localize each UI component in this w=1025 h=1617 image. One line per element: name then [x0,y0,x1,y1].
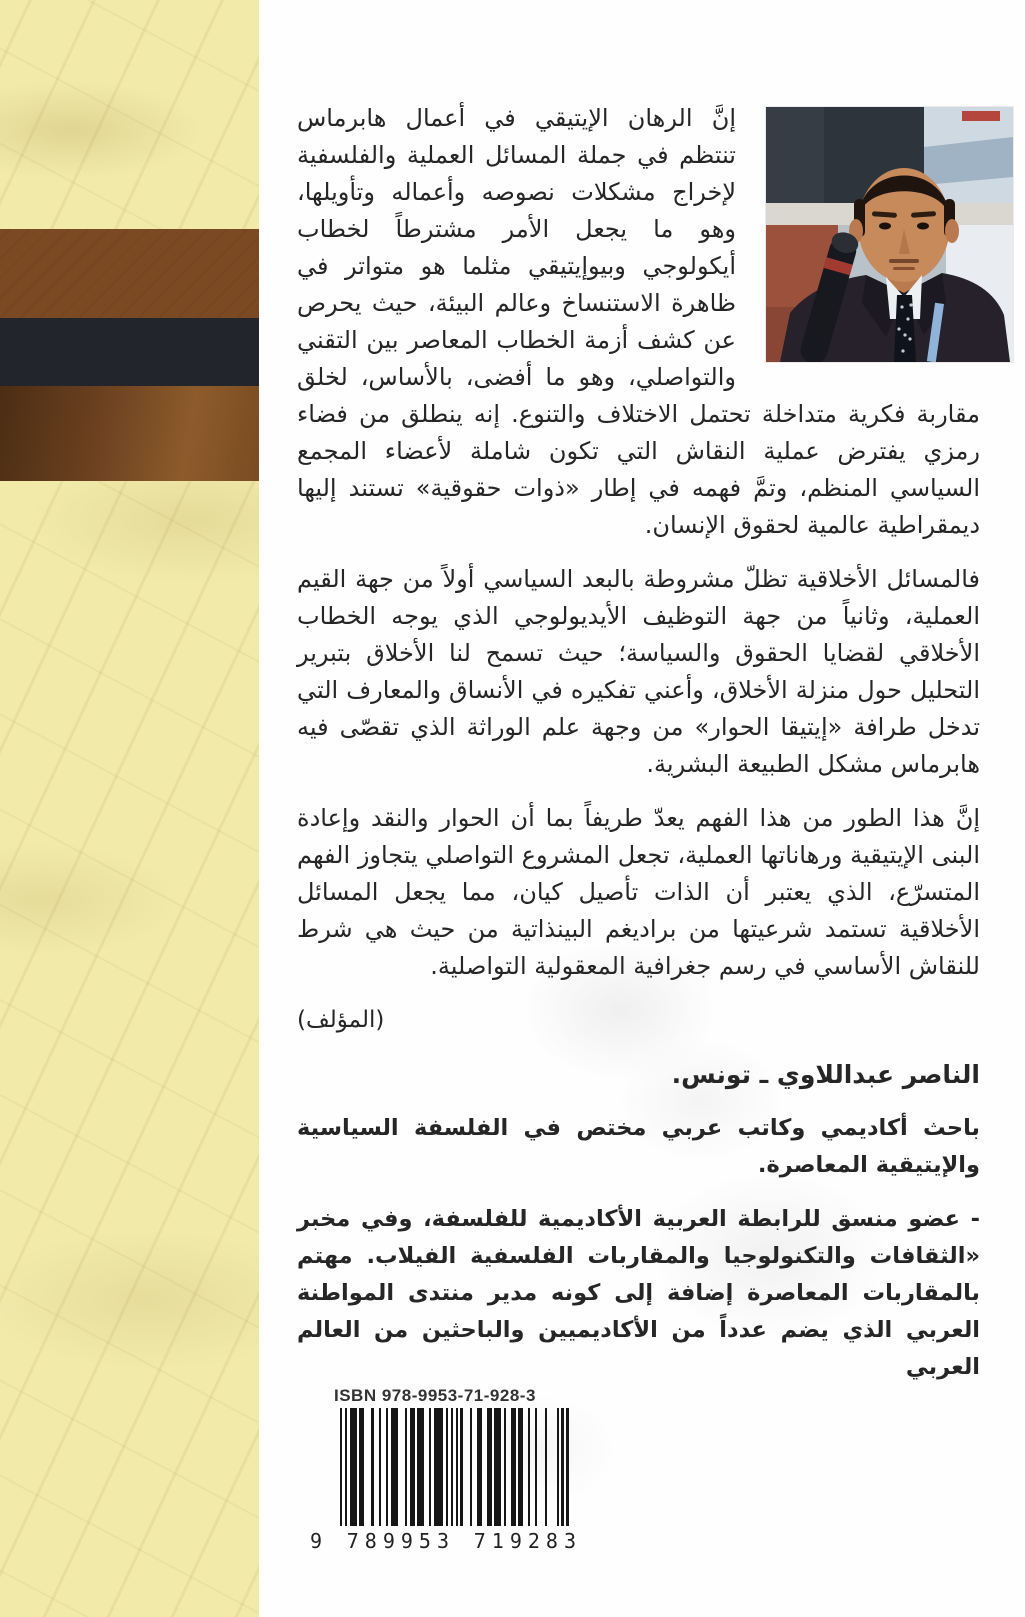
brown-band-top [0,229,259,318]
author-name: الناصر عبداللاوي ـ تونس. [671,1060,980,1089]
photo-wrap-spacer [752,100,980,372]
author-bio-line-2: - عضو منسق للرابطة العربية الأكاديمية للفلسفة، وفي مخبر «الثقافات والتكنولوجيا والمقاربات الفلسفية الفيلاب. مهتم بالمقاربات المعاصرة إضافة إلى كونه مدير منتدى المواطنة العربي الذي يضم عدداً من الأكاديميين والباحثين من العالم العربي [297,1206,980,1380]
dark-band [0,318,259,386]
isbn-label: ISBN 978-9953-71-928-3 [334,1386,536,1405]
barcode-bar [566,1408,568,1526]
back-cover-text [297,100,980,1403]
barcode-digit-group-1: 9 [310,1529,329,1553]
barcode-bars [340,1408,568,1526]
brown-band-bottom [0,386,259,481]
barcode-digit-group-2: 789953 [346,1529,456,1553]
barcode-digit-group-3: 719283 [473,1529,582,1553]
blurb-paragraph-1 [297,100,980,544]
barcode-digits [310,1529,582,1553]
blurb-paragraph-1-text: إنَّ الرهان الإيتيقي في أعمال هابرماس تنتظم في جملة المسائل العملية والفلسفية لإخراج مشكلات نصوصه وأعماله وتأويلها، وهو ما يجعل الأمر مشترطاً لخطاب أيكولوجي وبيوإيتيقي مثلما هو متواتر في ظاهرة الاستنساخ وعالم البيئة، حيث يحرص عن كشف أزمة الخطاب المعاصر بين التقني والتواصلي، وهو ما أفضى، بالأساس، لخلق مقاربة فكرية متداخلة تحتمل الاختلاف والتنوع. إنه ينطلق من فضاء رمزي يفترض عملية النقاش التي تكون شاملة لأعضاء المجمع السياسي المنظم، وتمَّ فهمه في إطار «ذوات حقوقية» تستند إليها ديمقراطية عالمية لحقوق الإنسان. [297,104,980,539]
isbn-block [310,1386,582,1553]
blurb-paragraph-3: إنَّ هذا الطور من هذا الفهم يعدّ طريفاً بما أن الحوار والنقد وإعادة البنى الإيتيقية ورهاناتها العملية، تجعل المشروع التواصلي يتجاوز الفهم المتسرّع، الذي يعتبر أن الذات تأصيل كيان، مما يجعل المسائل الأخلاقية تستمد شرعيتها من براديغم البينذاتية من حيث هي شرط للنقاش الأساسي في رسم جغرافية المعقولية التواصلية. [297,804,980,980]
blurb-paragraph-2: فالمسائل الأخلاقية تظلّ مشروطة بالبعد السياسي أولاً من جهة القيم العملية، وثانياً من جهة التوظيف الأيديولوجي الذي يوجه الخطاب الأخلاقي لقضايا الحقوق والسياسة؛ حيث تسمح لنا الأخلاق بتبرير التحليل حول منزلة الأخلاق، وأعني تفكيره في الأنساق والمعارف التي تدخل طرافة «إيتيقا الحوار» من وجهة علم الوراثة الذي تقصّى فيه هابرماس مشكل الطبيعة البشرية. [297,565,980,778]
author-bio-line-1: باحث أكاديمي وكاتب عربي مختص في الفلسفة السياسية والإيتيقية المعاصرة. [297,1115,980,1178]
author-attribution-label: (المؤلف) [297,1007,385,1033]
